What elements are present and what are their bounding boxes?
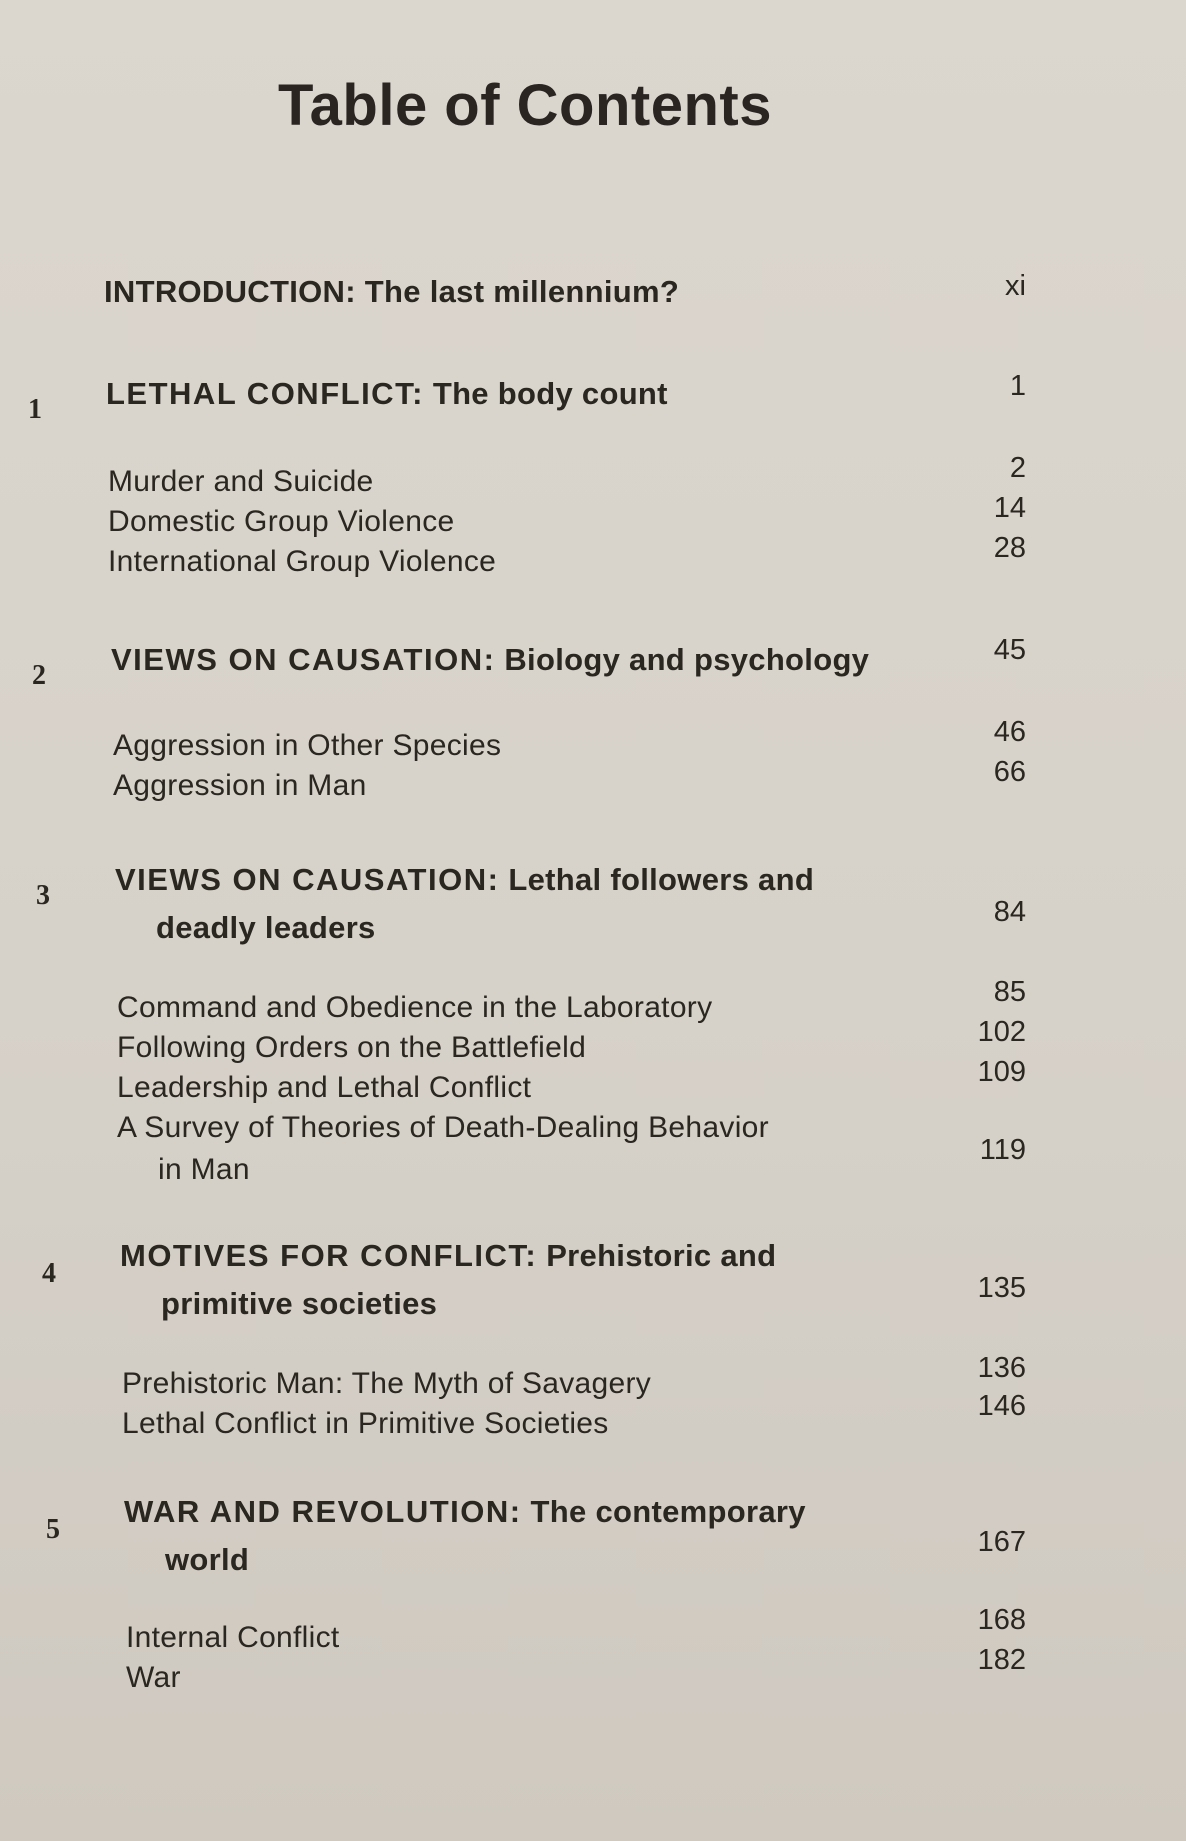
chapter-5-heading-caps: WAR AND REVOLUTION: bbox=[124, 1494, 522, 1529]
section-command-obedience-page: 85 bbox=[993, 976, 1026, 1008]
chapter-3-heading-caps: VIEWS ON CAUSATION: bbox=[115, 862, 500, 897]
page-title: Table of Contents bbox=[278, 73, 772, 138]
chapter-5-heading-line2: world bbox=[165, 1542, 250, 1577]
chapter-1-heading bbox=[106, 374, 668, 414]
section-survey-theories-line2: in Man bbox=[158, 1153, 250, 1186]
chapter-2-heading-rest: Biology and psychology bbox=[504, 642, 870, 677]
intro-heading bbox=[104, 272, 679, 312]
chapter-4-heading-rest: Prehistoric and bbox=[546, 1238, 777, 1273]
section-aggression-man-page: 66 bbox=[993, 756, 1026, 788]
section-domestic-violence: Domestic Group Violence bbox=[108, 505, 455, 538]
section-command-obedience: Command and Obedience in the Laboratory bbox=[117, 991, 713, 1024]
section-aggression-species: Aggression in Other Species bbox=[113, 729, 502, 762]
section-aggression-species-page: 46 bbox=[993, 716, 1026, 748]
chapter-2-heading bbox=[111, 640, 869, 680]
chapter-3-page-number: 84 bbox=[993, 896, 1026, 928]
chapter-2-heading-caps: VIEWS ON CAUSATION: bbox=[111, 642, 496, 677]
chapter-1-page-number: 1 bbox=[1009, 370, 1026, 402]
chapter-4-page-number: 135 bbox=[977, 1272, 1026, 1304]
chapter-1-heading-rest: The body count bbox=[432, 376, 668, 411]
section-war-page: 182 bbox=[977, 1644, 1026, 1676]
section-international-violence: International Group Violence bbox=[108, 545, 497, 578]
section-domestic-violence-page: 14 bbox=[993, 492, 1026, 524]
section-internal-conflict-page: 168 bbox=[977, 1604, 1026, 1636]
section-leadership: Leadership and Lethal Conflict bbox=[117, 1071, 532, 1104]
section-war: War bbox=[126, 1661, 181, 1694]
intro-label: INTRODUCTION: The last millennium? bbox=[104, 274, 680, 309]
section-survey-theories-page: 119 bbox=[979, 1134, 1026, 1166]
chapter-4-heading-line2: primitive societies bbox=[161, 1286, 438, 1321]
chapter-2-number: 2 bbox=[32, 660, 46, 691]
chapter-5-heading-rest: The contemporary bbox=[530, 1494, 806, 1529]
chapter-5-number: 5 bbox=[46, 1514, 60, 1545]
chapter-4-number: 4 bbox=[42, 1258, 56, 1289]
chapter-2-page-number: 45 bbox=[993, 634, 1026, 666]
chapter-4-heading-caps: MOTIVES FOR CONFLICT: bbox=[120, 1238, 538, 1273]
chapter-1-heading-caps: LETHAL CONFLICT: bbox=[106, 376, 424, 411]
section-survey-theories: A Survey of Theories of Death-Dealing Behavior bbox=[117, 1111, 769, 1144]
chapter-1-number: 1 bbox=[28, 394, 42, 425]
chapter-3-heading-rest: Lethal followers and bbox=[508, 862, 815, 897]
chapter-4-heading bbox=[120, 1236, 776, 1276]
section-prehistoric-man-page: 136 bbox=[977, 1352, 1026, 1384]
section-primitive-societies-page: 146 bbox=[977, 1390, 1026, 1422]
section-prehistoric-man: Prehistoric Man: The Myth of Savagery bbox=[122, 1367, 652, 1400]
section-international-violence-page: 28 bbox=[993, 532, 1026, 564]
chapter-3-heading-line2: deadly leaders bbox=[156, 910, 376, 945]
section-following-orders: Following Orders on the Battlefield bbox=[117, 1031, 587, 1064]
intro-page-number: xi bbox=[1005, 270, 1026, 302]
chapter-3-heading bbox=[115, 860, 814, 900]
section-following-orders-page: 102 bbox=[977, 1016, 1026, 1048]
chapter-3-number: 3 bbox=[36, 880, 50, 911]
chapter-5-page-number: 167 bbox=[977, 1526, 1026, 1558]
section-aggression-man: Aggression in Man bbox=[113, 769, 367, 802]
section-murder-suicide-page: 2 bbox=[1009, 452, 1026, 484]
section-primitive-societies: Lethal Conflict in Primitive Societies bbox=[122, 1407, 609, 1440]
section-murder-suicide: Murder and Suicide bbox=[108, 465, 374, 498]
chapter-5-heading bbox=[124, 1492, 806, 1532]
section-leadership-page: 109 bbox=[977, 1056, 1026, 1088]
section-internal-conflict: Internal Conflict bbox=[126, 1621, 340, 1654]
